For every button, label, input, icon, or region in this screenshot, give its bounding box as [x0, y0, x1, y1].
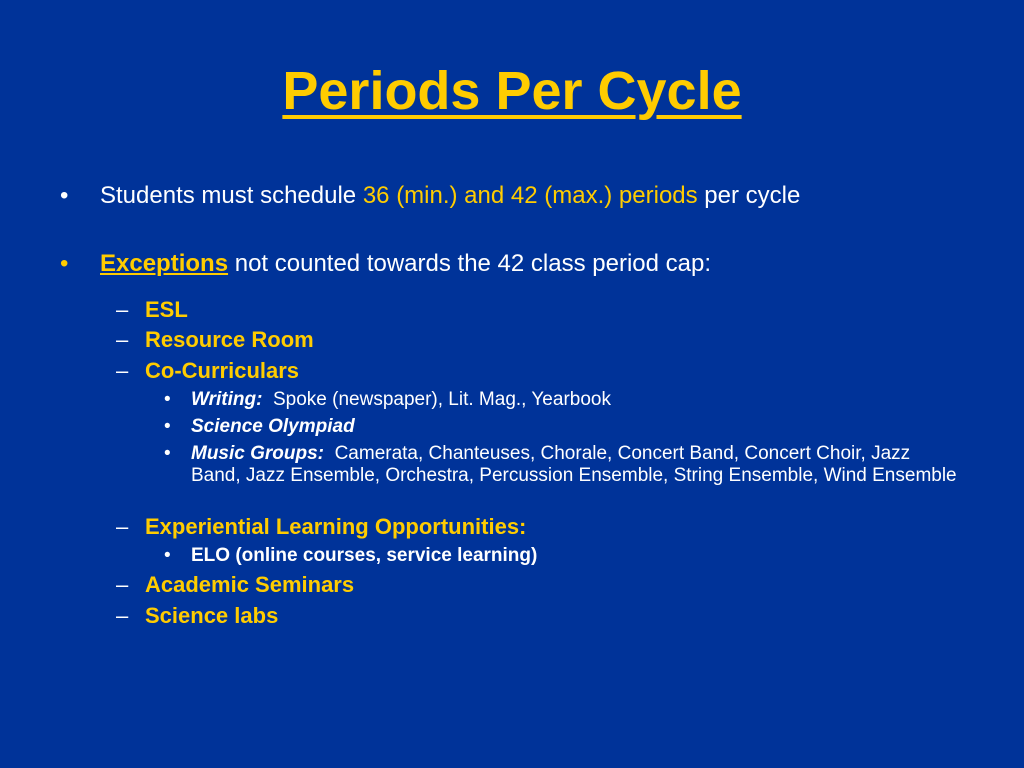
dash-marker: – — [116, 572, 129, 597]
bullet-exceptions — [60, 250, 711, 278]
exception-resource-room — [116, 327, 314, 352]
bullet-schedule-suffix: per cycle — [697, 182, 801, 209]
bullet-marker: • — [164, 443, 171, 464]
elo-text: ELO (online courses, service learning) — [191, 545, 538, 566]
exception-co-curriculars — [116, 358, 299, 383]
bullet-marker: • — [60, 182, 69, 209]
dash-marker: – — [116, 514, 129, 539]
elo-item — [164, 545, 964, 567]
bullet-schedule-highlight: 36 (min.) and 42 (max.) periods — [362, 182, 698, 209]
writing-text: Spoke (newspaper), Lit. Mag., Yearbook — [272, 389, 611, 410]
co-curricular-writing — [164, 389, 964, 411]
exception-elo-heading-label: Experiential Learning Opportunities: — [145, 514, 527, 539]
exceptions-heading: Exceptions — [100, 250, 229, 277]
bullet-marker: • — [60, 250, 69, 277]
writing-label: Writing: — [191, 389, 263, 410]
dash-marker: – — [116, 358, 129, 383]
bullet-marker: • — [164, 545, 171, 566]
bullet-marker: • — [164, 389, 171, 410]
exception-academic-seminars — [116, 572, 354, 597]
exception-resource-room-label: Resource Room — [145, 327, 314, 352]
dash-marker: – — [116, 603, 129, 628]
exception-science-labs — [116, 603, 278, 628]
co-curricular-science-olympiad — [164, 416, 964, 438]
exception-co-curriculars-label: Co-Curriculars — [145, 358, 300, 383]
bullet-schedule — [60, 182, 800, 210]
exception-academic-seminars-label: Academic Seminars — [145, 572, 355, 597]
bullet-schedule-prefix: Students must schedule — [100, 182, 363, 209]
dash-marker: – — [116, 327, 129, 352]
music-groups-label: Music Groups: — [191, 443, 325, 464]
exception-science-labs-label: Science labs — [145, 603, 279, 628]
exception-elo-heading — [116, 514, 526, 539]
bullet-exceptions-suffix: not counted towards the 42 class period cap: — [228, 250, 712, 277]
dash-marker: – — [116, 297, 129, 322]
slide-title: Periods Per Cycle — [282, 61, 742, 121]
music-groups-text: Camerata, Chanteuses, Chorale, Concert Band, Concert Choir, Jazz Band, Jazz Ensemble, Orchestra, Percussion Ensemble, String Ensemble, Wind Ensemble — [191, 443, 957, 486]
exception-esl — [116, 297, 188, 322]
science-olympiad-label: Science Olympiad — [191, 416, 355, 437]
exception-esl-label: ESL — [145, 297, 188, 322]
bullet-marker: • — [164, 416, 171, 437]
co-curricular-music-groups — [164, 443, 964, 487]
